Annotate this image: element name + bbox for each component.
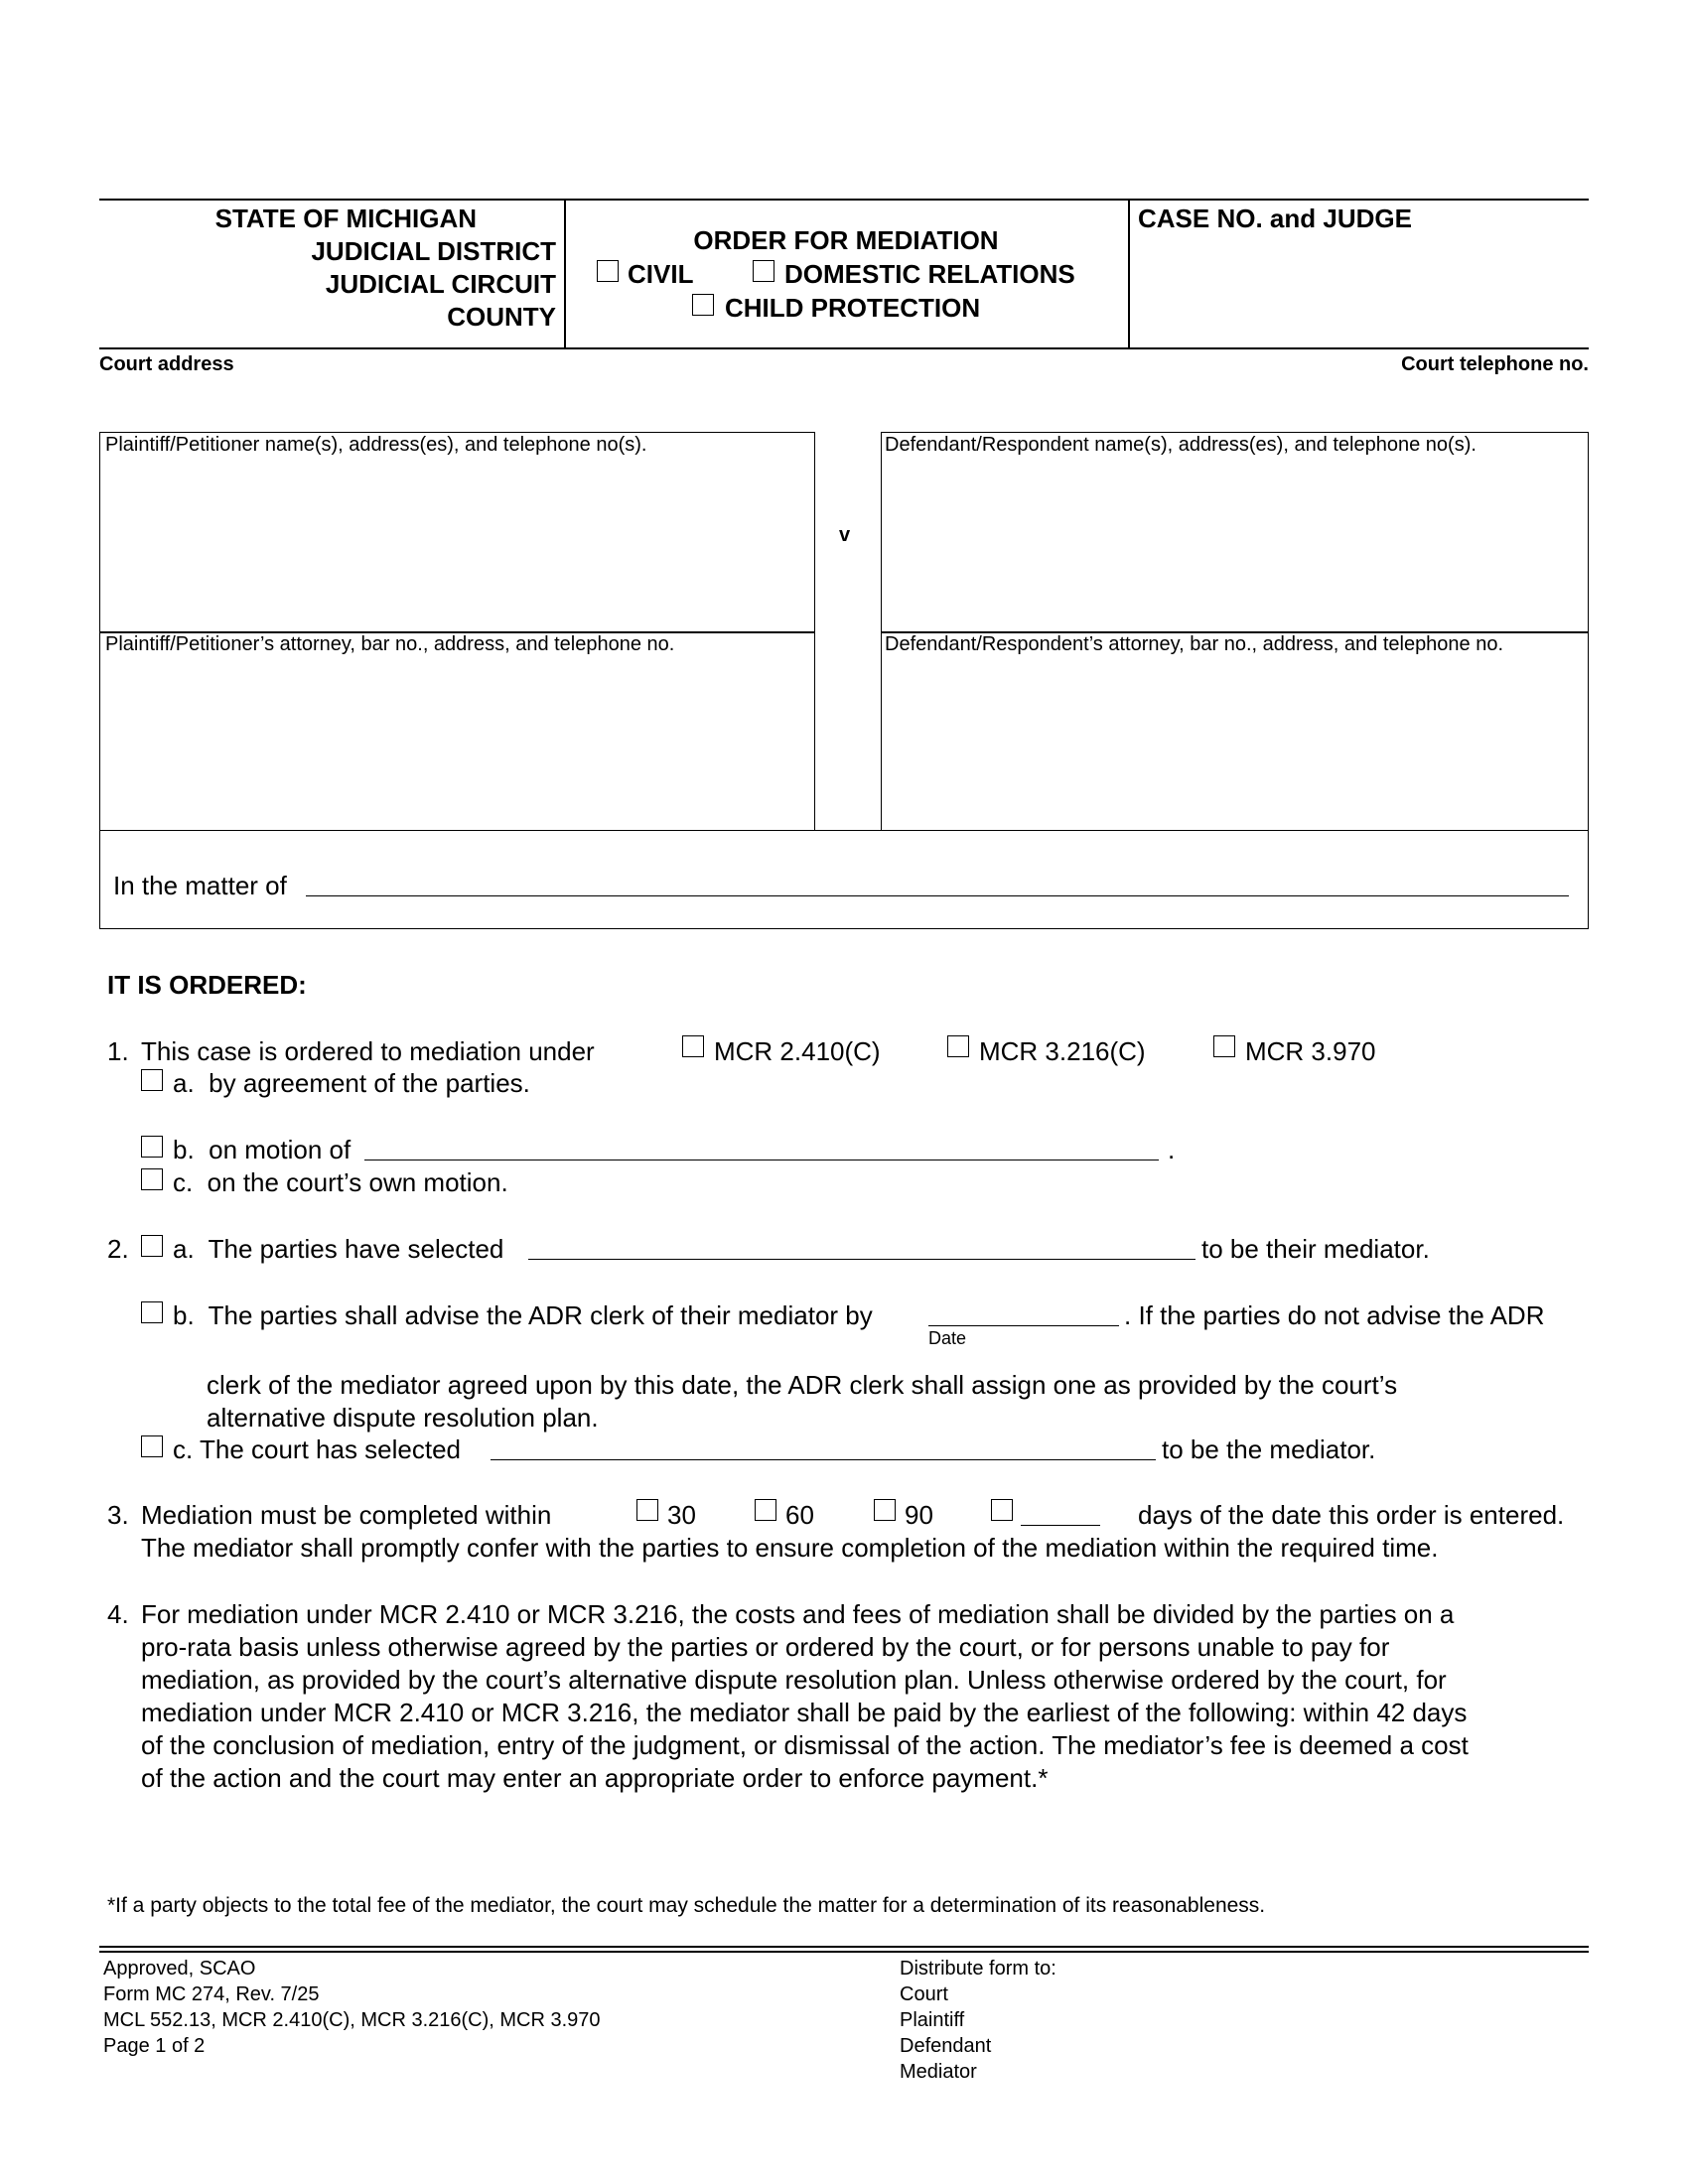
mcr-3216-label: MCR 3.216(C) xyxy=(979,1036,1146,1066)
item2c-checkbox[interactable] xyxy=(141,1435,163,1457)
item3-number: 3. xyxy=(107,1500,129,1530)
item2-number: 2. xyxy=(107,1234,129,1264)
court-selected-input[interactable] xyxy=(491,1459,1156,1460)
item2b-checkbox[interactable] xyxy=(141,1301,163,1323)
days-other-input[interactable] xyxy=(1021,1525,1100,1526)
versus-label: v xyxy=(839,524,851,546)
item2a-end: to be their mediator. xyxy=(1201,1234,1430,1264)
item1a-label: a. by agreement of the parties. xyxy=(173,1068,530,1098)
item2c-label: c. The court has selected xyxy=(173,1434,462,1464)
page-number: Page 1 of 2 xyxy=(103,2035,206,2057)
defendant-attorney-label: Defendant/Respondent’s attorney, bar no., address, and telephone no. xyxy=(885,633,1504,655)
item2b-continuation-1: clerk of the mediator agreed upon by this date, the ADR clerk shall assign one as provided by the court’s xyxy=(207,1370,1398,1400)
mcr-2410-checkbox[interactable] xyxy=(682,1035,704,1057)
item2b-continuation-2: alternative dispute resolution plan. xyxy=(207,1403,599,1433)
distribute-court: Court xyxy=(900,1983,948,2005)
mcr-3970-checkbox[interactable] xyxy=(1213,1035,1235,1057)
plaintiff-attorney-label: Plaintiff/Petitioner’s attorney, bar no., address, and telephone no. xyxy=(105,633,675,655)
footer-left xyxy=(103,1956,601,2059)
mcr-2410-label: MCR 2.410(C) xyxy=(714,1036,881,1066)
distribute-plaintiff: Plaintiff xyxy=(900,2009,965,2031)
item2b-label: b. The parties shall advise the ADR clerk of their mediator by xyxy=(173,1300,873,1330)
case-no-label: CASE NO. and JUDGE xyxy=(1138,204,1412,233)
days-other-checkbox[interactable] xyxy=(991,1499,1013,1521)
distribute-heading: Distribute form to: xyxy=(900,1958,1056,1979)
header-bottom-rule xyxy=(99,347,1589,349)
order-heading: IT IS ORDERED: xyxy=(107,970,307,1000)
footer-rule-2 xyxy=(99,1951,1589,1953)
item1b-end: . xyxy=(1168,1135,1176,1164)
item1-number: 1. xyxy=(107,1036,129,1066)
matter-box xyxy=(99,830,1589,929)
footer-rule-1 xyxy=(99,1946,1589,1948)
defendant-label: Defendant/Respondent name(s), address(es), and telephone no(s). xyxy=(885,434,1477,456)
header-divider-1 xyxy=(564,199,566,349)
item4-line: For mediation under MCR 2.410 or MCR 3.216, the costs and fees of mediation shall be divided by the parties on a xyxy=(141,1599,1455,1629)
advise-by-date-input[interactable] xyxy=(928,1325,1119,1326)
parties-selected-input[interactable] xyxy=(528,1259,1196,1260)
item1b-checkbox[interactable] xyxy=(141,1136,163,1158)
distribute-mediator: Mediator xyxy=(900,2061,977,2083)
item2a-label: a. The parties have selected xyxy=(173,1234,504,1264)
item4-line: mediation under MCR 2.410 or MCR 3.216, the mediator shall be paid by the earliest of the following: within 42 days xyxy=(141,1698,1468,1727)
days-90-label: 90 xyxy=(905,1500,933,1530)
item1c-checkbox[interactable] xyxy=(141,1168,163,1190)
plaintiff-label: Plaintiff/Petitioner name(s), address(es), and telephone no(s). xyxy=(105,434,647,456)
header-top-rule xyxy=(99,199,1589,201)
item4-paragraph xyxy=(141,1598,1469,1795)
date-label: Date xyxy=(928,1328,967,1348)
days-30-checkbox[interactable] xyxy=(636,1499,658,1521)
civil-checkbox[interactable] xyxy=(597,260,619,282)
form-number: Form MC 274, Rev. 7/25 xyxy=(103,1983,320,2005)
item1b-label: b. on motion of xyxy=(173,1135,352,1164)
days-60-checkbox[interactable] xyxy=(755,1499,776,1521)
domestic-relations-label: DOMESTIC RELATIONS xyxy=(784,259,1075,289)
approved-label: Approved, SCAO xyxy=(103,1958,256,1979)
rule-references: MCL 552.13, MCR 2.410(C), MCR 3.216(C), MCR 3.970 xyxy=(103,2009,601,2031)
matter-label: In the matter of xyxy=(113,871,287,900)
item4-line: mediation, as provided by the court’s alternative dispute resolution plan. Unless otherwise ordered by the court, for xyxy=(141,1665,1447,1695)
form-title: ORDER FOR MEDIATION xyxy=(693,225,999,255)
footnote: *If a party objects to the total fee of the mediator, the court may schedule the matter for a determination of its reasonableness. xyxy=(107,1894,1266,1917)
item1a-checkbox[interactable] xyxy=(141,1069,163,1091)
mcr-3216-checkbox[interactable] xyxy=(947,1035,969,1057)
item3-text: Mediation must be completed within xyxy=(141,1500,552,1530)
item3-line2: The mediator shall promptly confer with the parties to ensure completion of the mediation within the required time. xyxy=(141,1533,1439,1563)
item1c-label: c. on the court’s own motion. xyxy=(173,1167,508,1197)
court-id-block xyxy=(99,203,556,334)
mcr-3970-label: MCR 3.970 xyxy=(1245,1036,1376,1066)
days-60-label: 60 xyxy=(785,1500,814,1530)
days-90-checkbox[interactable] xyxy=(874,1499,896,1521)
item4-line: of the conclusion of mediation, entry of the judgment, or dismissal of the action. The mediator’s fee is deemed a cost xyxy=(141,1730,1469,1760)
child-protection-checkbox[interactable] xyxy=(692,294,714,316)
item1-text: This case is ordered to mediation under xyxy=(141,1036,595,1066)
days-30-label: 30 xyxy=(667,1500,696,1530)
judicial-circuit-label: JUDICIAL CIRCUIT xyxy=(325,269,556,299)
county-label: COUNTY xyxy=(447,302,556,332)
item2c-end: to be the mediator. xyxy=(1162,1434,1376,1464)
domestic-relations-checkbox[interactable] xyxy=(753,260,774,282)
item3-end: days of the date this order is entered. xyxy=(1138,1500,1565,1530)
header-divider-2 xyxy=(1128,199,1130,349)
item4-number: 4. xyxy=(107,1599,129,1629)
matter-input[interactable] xyxy=(306,895,1569,896)
item4-line: of the action and the court may enter an appropriate order to enforce payment.* xyxy=(141,1763,1049,1793)
child-protection-label: CHILD PROTECTION xyxy=(725,293,981,323)
state-label: STATE OF MICHIGAN xyxy=(214,204,477,233)
judicial-district-label: JUDICIAL DISTRICT xyxy=(311,236,556,266)
civil-label: CIVIL xyxy=(628,259,694,289)
item4-line: pro-rata basis unless otherwise agreed by the parties or ordered by the court, or for persons unable to pay for xyxy=(141,1632,1390,1662)
distribute-defendant: Defendant xyxy=(900,2035,992,2057)
court-address-label: Court address xyxy=(99,353,234,375)
item2b-end: . If the parties do not advise the ADR xyxy=(1124,1300,1545,1330)
distribution-list xyxy=(900,1956,1056,2085)
court-telephone-label: Court telephone no. xyxy=(1401,353,1589,375)
item2a-checkbox[interactable] xyxy=(141,1235,163,1257)
